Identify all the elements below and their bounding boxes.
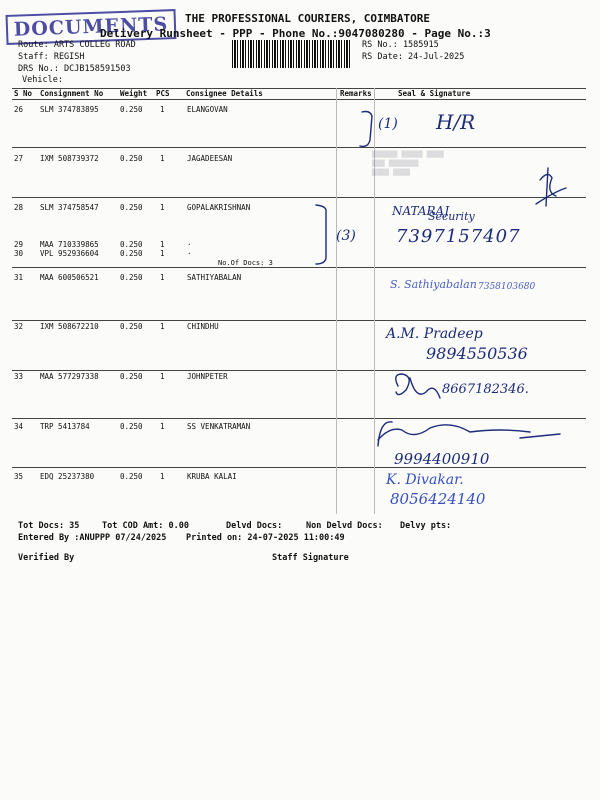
row-pcs: 1 [160,273,165,282]
column-header-weight: Weight [120,89,148,98]
row-weight: 0.250 [120,249,143,258]
row-sno: 26 [14,105,24,114]
runsheet-subtitle: Delivery Runsheet - PPP - Phone No.:9047080280 - Page No.:3 [100,27,491,40]
row-weight: 0.250 [120,322,143,331]
row35-signature: K. Divakar. [386,472,464,488]
row-sno: 35 [14,472,24,481]
row-consignee: GOPALAKRISHNAN [187,203,251,212]
row-sno: 28 [14,203,24,212]
delivery-points: Delvy pts: [400,521,452,531]
row-consignment-no: IXM 508672210 [40,322,99,331]
row-sno: 30 [14,249,24,258]
row-pcs: 1 [160,249,165,258]
row-weight: 0.250 [120,472,143,481]
row-consignee: . [187,238,192,247]
row-pcs: 1 [160,240,165,249]
remark-bracket-28 [316,205,326,264]
row-weight: 0.250 [120,273,143,282]
staff-signature: Staff Signature [272,553,349,563]
total-docs: Tot Docs: 35 [18,521,80,531]
column-header-seal-signature: Seal & Signature [398,89,471,98]
column-header-consignment: Consignment No [40,89,104,98]
rs-date: RS Date: 24-Jul-2025 [362,52,465,62]
row-consignment-no: TRP 5413784 [40,422,90,431]
row32-phone: 9894550536 [426,344,528,363]
row-pcs: 1 [160,105,165,114]
row-consignee: ELANGOVAN [187,105,228,114]
total-cod-amount: Tot COD Amt: 0.00 [102,521,189,531]
row28-signature-title: Security [428,210,475,223]
faded-stamp-impression: ▇▇▇▇▇▇ ▇▇▇▇▇ ▇▇▇▇ ▇▇▇ ▇▇▇▇▇▇▇ ▇▇▇▇ ▇▇▇▇ [372,150,444,176]
entered-by: Entered By :ANUPPP 07/24/2025 [18,533,167,543]
remark-bracket-26 [360,112,372,147]
column-header-sno: S No [14,89,33,98]
row-sno: 29 [14,240,24,249]
company-title: THE PROFESSIONAL COURIERS, COIMBATORE [185,12,431,25]
row-pcs: 1 [160,154,165,163]
signature-scribble-34 [378,422,560,446]
row-consignee: JAGADEESAN [187,154,233,163]
row-consignee: SS VENKATRAMAN [187,422,251,431]
drs-number: DRS No.: DCJB158591503 [18,64,131,74]
row31-signature: S. Sathiyabalan [390,278,477,291]
row-sno: 33 [14,372,24,381]
printed-on: Printed on: 24-07-2025 11:00:49 [186,533,345,543]
row-consignment-no: VPL 952936604 [40,249,99,258]
row-consignee: CHINDHU [187,322,219,331]
row-pcs: 1 [160,472,165,481]
row31-phone: 7358103680 [478,282,536,292]
row34-phone: 9994400910 [394,450,490,468]
rs-number: RS No.: 1585915 [362,40,439,50]
row-weight: 0.250 [120,203,143,212]
signature-scribble-33 [396,374,440,398]
row26-remark-circled-number: (1) [378,116,398,132]
row35-phone: 8056424140 [390,490,486,508]
row-consignee: . [187,247,192,256]
row-consignee: SATHIYABALAN [187,273,242,282]
row-pcs: 1 [160,203,165,212]
row-sno: 27 [14,154,24,163]
row-consignment-no: MAA 710339865 [40,240,99,249]
row32-signature: A.M. Pradeep [386,326,483,342]
staff-text: Staff: REGISH [18,52,85,62]
row-pcs: 1 [160,322,165,331]
row-consignment-no: SLM 374758547 [40,203,99,212]
column-header-consignee: Consignee Details [186,89,263,98]
row28-signature-name: NATARAJ [392,204,450,218]
row28-remark-circled-number: (3) [336,228,356,244]
non-delivered-docs: Non Delvd Docs: [306,521,383,531]
route-text: Route: ARTS COLLEG ROAD [18,40,136,50]
row-consignee: KRUBA KALAI [187,472,237,481]
verified-by: Verified By [18,553,75,563]
row-weight: 0.250 [120,105,143,114]
row-consignment-no: SLM 374783895 [40,105,99,114]
row-pcs: 1 [160,422,165,431]
row-pcs: 1 [160,372,165,381]
signature-scribble-27 [536,168,566,206]
vehicle-text: Vehicle: [22,75,63,85]
row-weight: 0.250 [120,372,143,381]
row26-signature: H/R [436,110,476,134]
row-sno: 32 [14,322,24,331]
documents-stamp: DOCUMENTS [6,9,177,45]
row-consignment-no: MAA 600506521 [40,273,99,282]
delivered-docs: Delvd Docs: [226,521,283,531]
row-consignee: JOHNPETER [187,372,228,381]
row-weight: 0.250 [120,422,143,431]
column-header-remarks: Remarks [340,89,372,98]
row-consignment-no: MAA 577297338 [40,372,99,381]
row-sno: 31 [14,273,24,282]
row-consignment-no: EDQ 25237380 [40,472,95,481]
row-sno: 34 [14,422,24,431]
row28-phone: 7397157407 [396,226,521,247]
row-weight: 0.250 [120,240,143,249]
row33-phone: 8667182346. [442,382,529,397]
row-consignment-no: IXM 508739372 [40,154,99,163]
column-header-pcs: PCS [156,89,170,98]
row-weight: 0.250 [120,154,143,163]
no-of-docs: No.Of Docs: 3 [218,259,273,267]
